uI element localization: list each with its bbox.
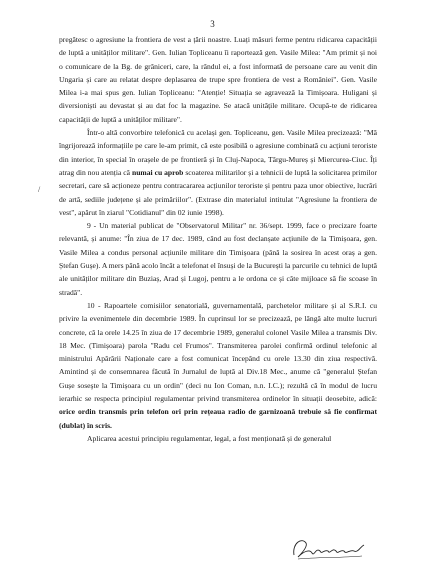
handwritten-signature — [288, 533, 368, 563]
paragraph — [59, 126, 377, 219]
page-number: 3 — [210, 19, 215, 29]
paragraph: Aplicarea acestui principiu regulamentar, legal, a fost menționată și de generalul — [87, 433, 332, 443]
paragraph-text: Într-o altă convorbire telefonică cu același gen. Topliceanu, gen. Vasile Milea precizează: "Mă îngrijorează informațiile pe care le-am primit, că este posibilă o agresiune combinată cu acțiuni teroriste din interior, în special în orașele de pe frontieră și în Cluj-Napoca, Târgu-Mureș și Miercurea-Ciuc. Îți atrag din nou atenția că — [59, 128, 377, 177]
paragraph-bold-text: orice ordin transmis prin telefon ori prin rețeaua radio de garnizoană trebuie să fie confirmat (dublat) în scris. — [59, 407, 377, 430]
paragraph: pregătesc o agresiune la frontiera de vest a țării noastre. Luați măsuri ferme pentru ridicarea capacității de luptă a unităților militare". Gen. Iulian Topliceanu îi raportează gen. Vasile Milea: "Am primit și noi o comunicare de la Bg. de grăniceri, care, la rândul ei, a fost informată de persoane care au venit din Ungaria și care au relatat despre deplasarea de trupe spre frontiera de vest a României". Gen. Vasile Milea i-a mai spus gen. Iulian Topliceanu: "Atenție! Situația se agravează la Timișoara. Huligani și diversioniști au devastat și au dat foc la magazine. Se atacă unitățile militare. Ocupă-te de ridicarea capacității de luptă a unităților militare". — [59, 35, 377, 124]
body-text — [59, 33, 377, 445]
paragraph-text: scoaterea militarilor și a tehnicii de luptă la solicitarea primilor secretari, care să acționeze pentru contracararea acțiunilor teroriste și pentru paza unor obiective, lucrări de artă, sediile județene și ale primăriilor". (Extrase din materialul intitulat "Agresiune la frontiera de vest", apărut în ziarul "Cotidianul" din 02 iunie 1998). — [59, 167, 377, 217]
paragraph: 9 - Un material publicat de "Observatorul Militar" nr. 36/sept. 1999, face o precizare foarte relevantă, și anume: "În ziua de 17 dec. 1989, când au fost declanșate acțiunile de la Timișoara, gen. Vasile Milea a condus personal acțiunile militare din Timișoara (până la sosirea în acest oraș a gen. Ștefan Gușe). A mers până acolo încât a telefonat el însuși de la București la parcurile cu tehnici de luptă ale unităților militare din Buziaș, Arad și Lugoj, pentru a le ordona ce și câte mijloace să fie scoase în stradă". — [59, 221, 377, 297]
paragraph-text: 10 - Rapoartele comisiilor senatorială, guvernamentală, parchetelor militare și al S.R.I. cu privire la evenimentele din decembrie 1989. În cuprinsul lor se precizează, pe lângă alte multe lucruri concrete, că la orele 14.25 în ziua de 17 decembrie 1989, generalul colonel Vasile Milea a transmis Div. 18 Mec. (Timișoara) parola "Radu cel Frumos". Transmiterea parolei confirmă ordinul telefonic al ministrului Apărării Naționale care a fost comunicat începând cu orele 13.30 din ziua respectivă. Amintind și de consemnarea făcută în Jurnalul de luptă al Div.18 Mec., anume că "generalul Ștefan Gușe soseşte la Timișoara cu un ordin" (deci nu Ion Coman, n.n. I.C.); rezultă că în modul de lucru ierarhic se respecta principiul regulamentar privind transmiterea ordinelor în situații deosebite, adică: — [59, 300, 377, 404]
paragraph — [59, 299, 377, 432]
paragraph-bold-text: numai cu aprob — [131, 167, 184, 177]
margin-mark: / — [38, 185, 41, 194]
